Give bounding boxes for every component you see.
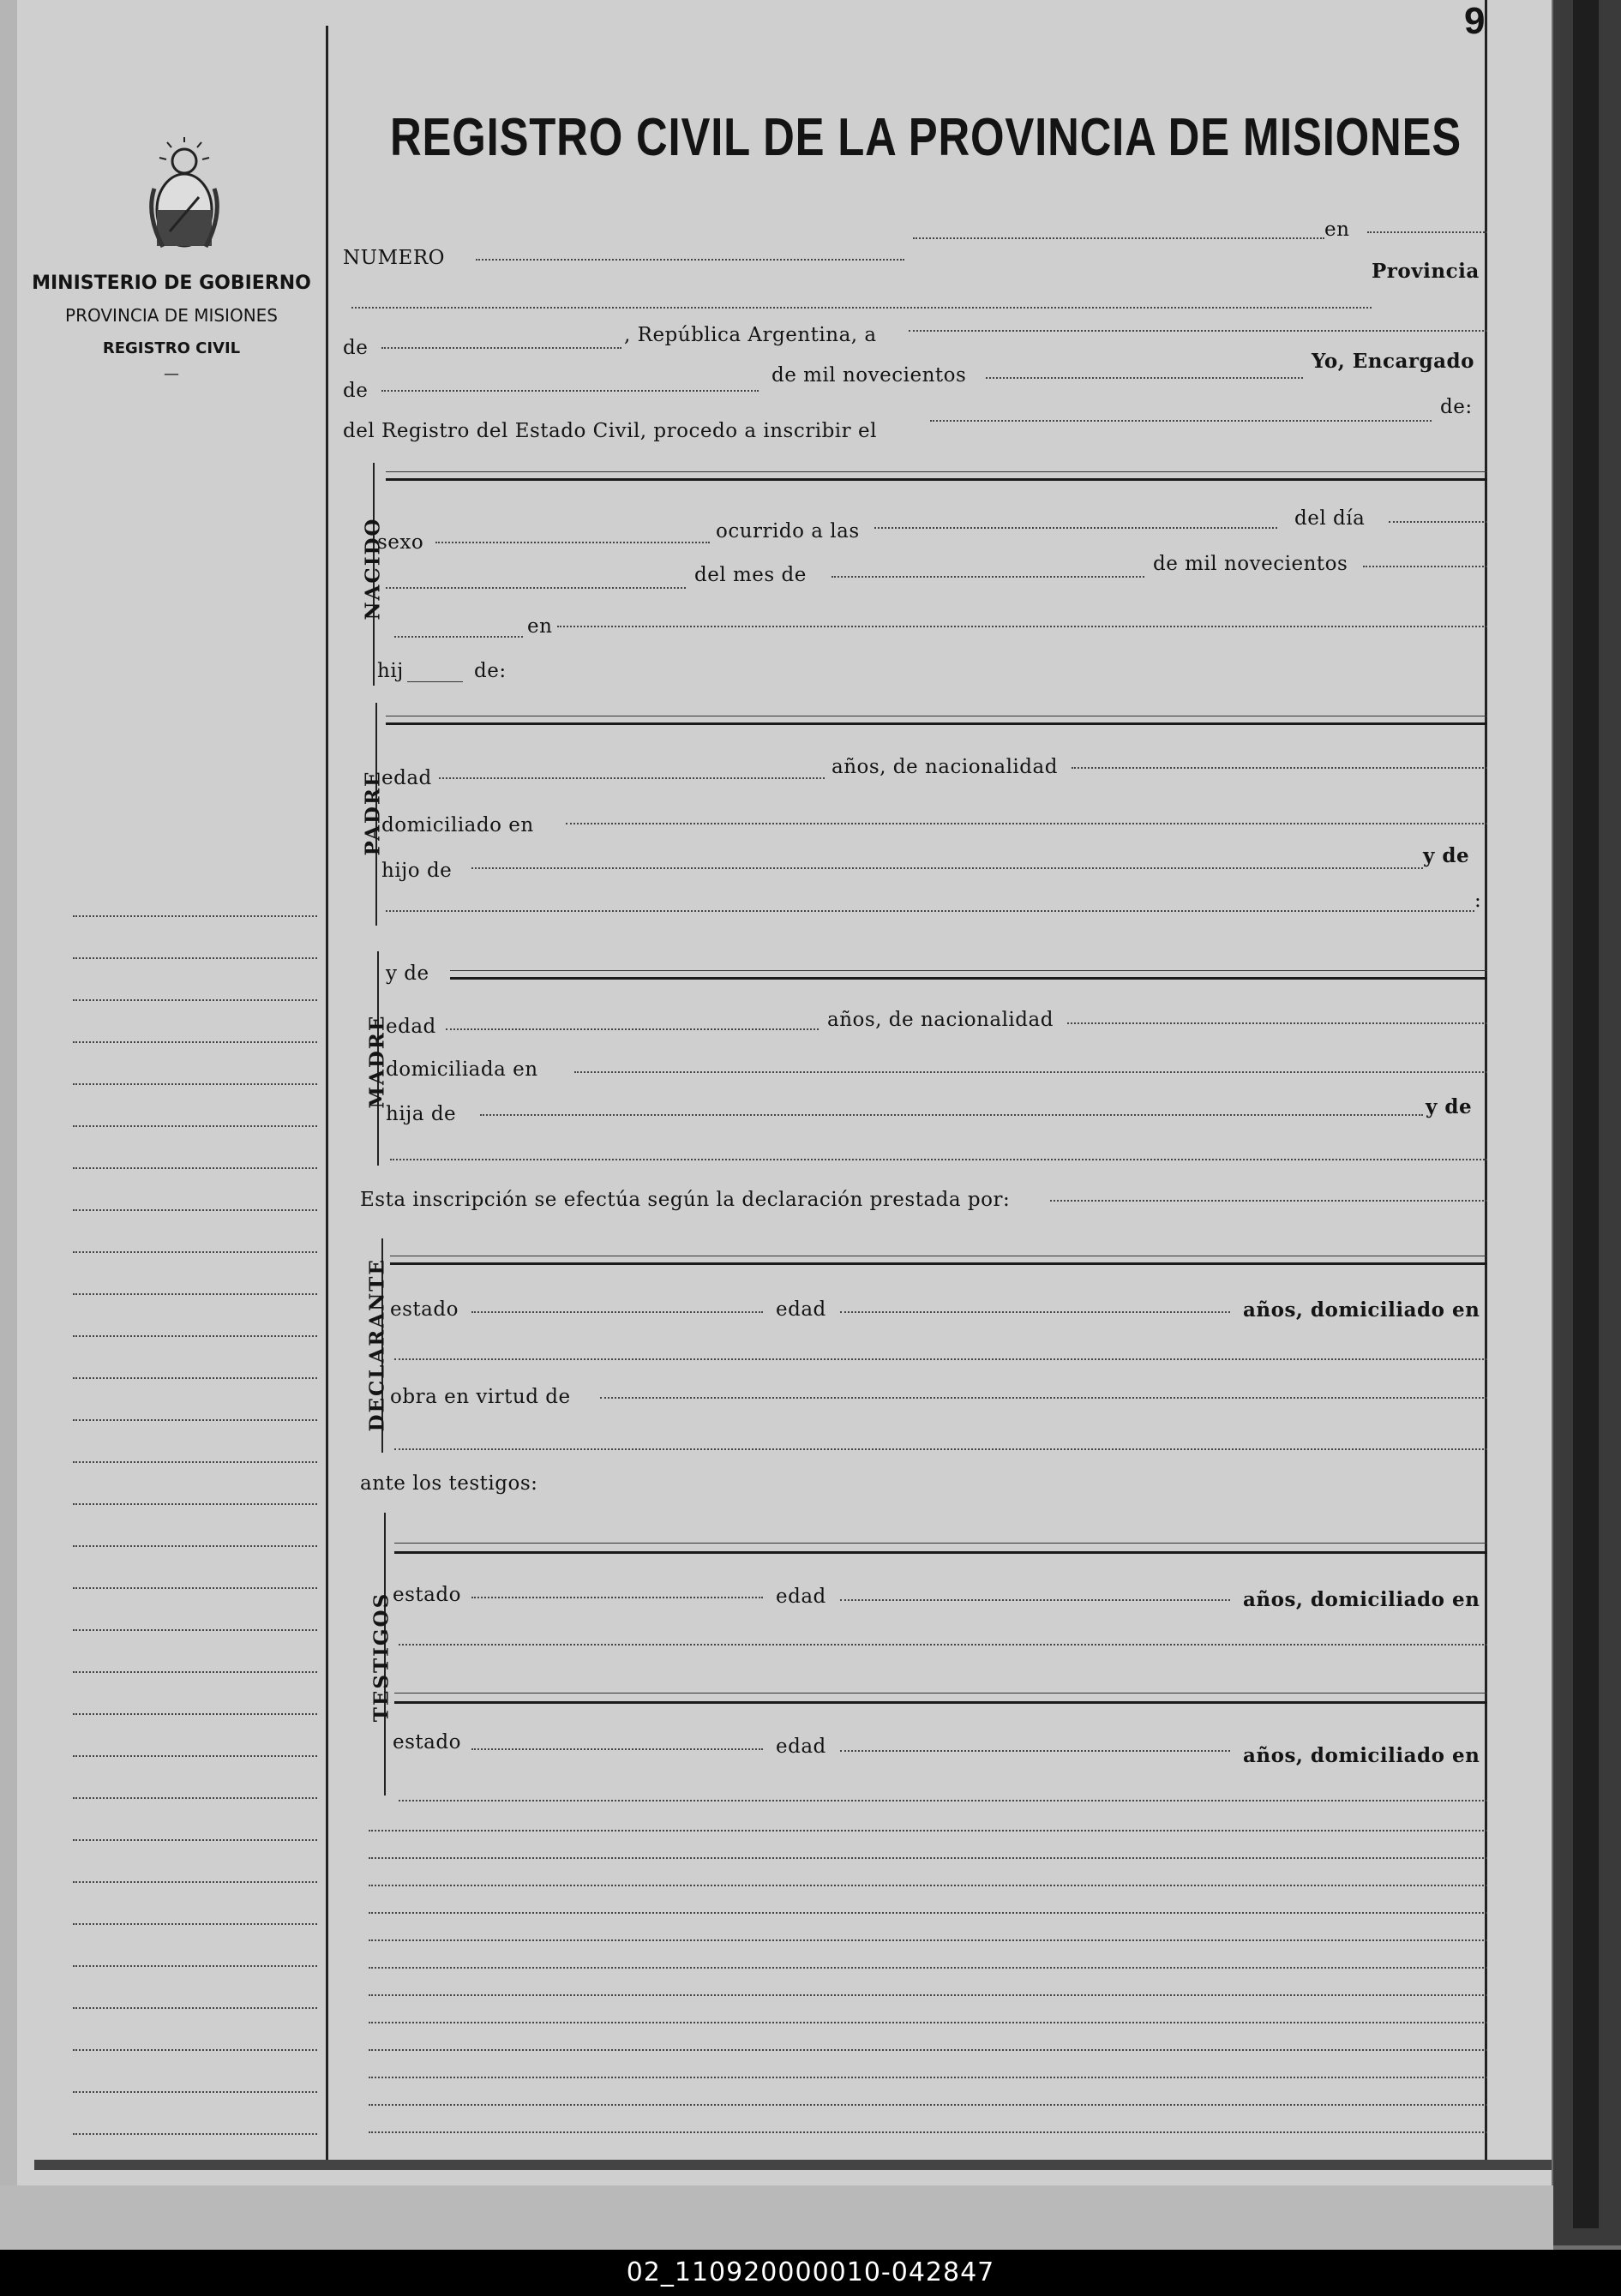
margin-note-line <box>73 1377 317 1379</box>
del-dia-label: del día <box>1294 507 1366 530</box>
madre-anos-label: años, de nacionalidad <box>827 1009 1054 1031</box>
margin-note-line <box>73 1881 317 1883</box>
nacido-en-label: en <box>527 615 553 638</box>
padre-abuela-line <box>386 910 1474 912</box>
declarante-obra-label: obra en virtud de <box>390 1386 571 1408</box>
margin-note-line <box>73 1209 317 1211</box>
provincia-line <box>351 307 1372 309</box>
del-registro-label: del Registro del Estado Civil, procedo a inscribir el <box>343 420 877 442</box>
madre-line-top <box>450 970 1487 971</box>
nacido-year-line <box>1363 566 1487 567</box>
madre-edad-line <box>446 1028 819 1030</box>
padre-hijo-de-line <box>471 867 1423 869</box>
margin-note-line <box>73 957 317 959</box>
testigo1-name-rule <box>394 1551 1487 1554</box>
ministry-province: PROVINCIA DE MISIONES <box>65 305 278 326</box>
testigos-intro-label: ante los testigos: <box>360 1472 538 1495</box>
hij-label: hij <box>377 660 404 682</box>
yo-encargado-label: Yo, Encargado <box>1312 350 1474 373</box>
margin-note-line <box>73 915 317 917</box>
note-line <box>369 1857 1487 1859</box>
margin-note-line <box>73 1965 317 1967</box>
padre-edad-label: edad <box>381 767 432 789</box>
madre-domicilio-line <box>574 1071 1487 1073</box>
padre-name-rule <box>386 722 1487 725</box>
testigo2-anos-label: años, domiciliado en <box>1243 1744 1480 1767</box>
margin-note-line <box>73 1755 317 1757</box>
margin-note-line <box>73 2007 317 2009</box>
margin-note-line <box>73 1293 317 1295</box>
declarante-extra-line <box>394 1448 1487 1450</box>
de-label-2: de <box>343 380 369 402</box>
testigo2-estado-label: estado <box>393 1731 461 1753</box>
del-mes-label: del mes de <box>694 564 807 586</box>
de-mil-label: de mil novecientos <box>771 364 967 387</box>
note-line <box>369 2104 1487 2106</box>
margin-note-line <box>73 1335 317 1337</box>
padre-domicilio-line <box>566 823 1487 824</box>
hij-line <box>407 681 463 682</box>
testigo2-line-top <box>394 1693 1487 1694</box>
register-page <box>17 0 1552 2185</box>
dia-line <box>1389 521 1487 523</box>
padre-label: PADRE <box>361 770 385 856</box>
margin-note-line <box>73 1041 317 1043</box>
madre-y-de-top-label: y de <box>386 962 429 985</box>
margin-note-line <box>73 1125 317 1127</box>
margin-note-line <box>73 1461 317 1463</box>
madre-domiciliada-label: domiciliada en <box>386 1058 538 1081</box>
nacido-line-4 <box>394 636 523 638</box>
declarante-edad-line <box>840 1311 1230 1313</box>
padre-colon: : <box>1474 890 1482 912</box>
margin-note-line <box>73 1251 317 1253</box>
testigo1-domicilio-line <box>399 1644 1487 1646</box>
margin-note-line <box>73 1545 317 1547</box>
testigos-label: TESTIGOS <box>369 1592 393 1723</box>
book-spine-inner <box>1573 0 1599 2228</box>
numero-line <box>476 259 904 261</box>
note-line <box>369 1830 1487 1831</box>
coat-of-arms-icon <box>146 137 223 257</box>
sexo-line <box>435 542 710 543</box>
margin-note-line <box>73 1839 317 1841</box>
testigo1-line-top <box>394 1543 1487 1544</box>
sexo-label: sexo <box>377 531 424 554</box>
testigo2-edad-line <box>840 1750 1230 1752</box>
margin-note-line <box>73 1083 317 1085</box>
ocurrido-label: ocurrido a las <box>716 520 860 543</box>
margin-note-line <box>73 1167 317 1169</box>
declarante-name-line <box>1050 1200 1487 1202</box>
margin-note-line <box>73 1587 317 1589</box>
de-colon-label: de: <box>1440 396 1473 418</box>
padre-nacionalidad-line <box>1072 767 1487 769</box>
left-column-divider <box>326 26 328 2168</box>
de-line-2 <box>381 390 759 392</box>
nacido-line-3 <box>386 587 686 589</box>
testigo2-name-rule <box>394 1701 1487 1704</box>
note-line <box>369 1912 1487 1914</box>
testigo1-estado-line <box>471 1597 763 1598</box>
padre-hijo-de-label: hijo de <box>381 860 453 882</box>
note-line <box>369 2077 1487 2078</box>
testigo2-edad-label: edad <box>776 1735 826 1758</box>
madre-hija-de-label: hija de <box>386 1103 457 1125</box>
nacido-line-top <box>386 471 1487 472</box>
margin-note-line <box>73 2133 317 2135</box>
declarante-obra-line <box>600 1397 1487 1399</box>
en-line <box>1367 231 1487 233</box>
testigo2-domicilio-line <box>399 1800 1487 1801</box>
testigo1-estado-label: estado <box>393 1584 461 1606</box>
lugar-line <box>557 626 1487 627</box>
ministry-name: MINISTERIO DE GOBIERNO <box>32 273 311 294</box>
hij-de-label: de: <box>474 660 507 682</box>
padre-domiciliado-label: domiciliado en <box>381 814 534 836</box>
declaracion-label: Esta inscripción se efectúa según la declaración prestada por: <box>360 1189 1011 1211</box>
right-margin-rule <box>1485 0 1487 2160</box>
note-line <box>369 2022 1487 2023</box>
declarante-label: DECLARANTE <box>365 1258 389 1432</box>
declarante-edad-label: edad <box>776 1298 826 1321</box>
margin-note-line <box>73 2049 317 2051</box>
margin-note-line <box>73 1419 317 1421</box>
year-line <box>986 377 1303 379</box>
de-line-1 <box>381 347 621 349</box>
madre-abuela-line <box>390 1159 1487 1160</box>
margin-note-line <box>73 1923 317 1925</box>
padre-edad-line <box>439 777 825 779</box>
padre-y-de-label: y de <box>1423 844 1470 867</box>
nacido-name-rule <box>386 478 1487 481</box>
madre-name-rule <box>450 977 1487 980</box>
testigo1-anos-label: años, domiciliado en <box>1243 1588 1480 1611</box>
margin-note-line <box>73 1671 317 1673</box>
margin-note-line <box>73 1797 317 1799</box>
margin-note-line <box>73 999 317 1001</box>
hora-line <box>874 527 1277 529</box>
en-label: en <box>1324 219 1350 241</box>
madre-label: MADRE <box>365 1014 389 1109</box>
declarante-domicilio-line <box>394 1358 1487 1360</box>
note-line <box>369 2131 1487 2133</box>
testigo2-estado-line <box>471 1748 763 1750</box>
madre-hija-de-line <box>480 1114 1423 1116</box>
margin-note-line <box>73 1503 317 1505</box>
madre-y-de-label: y de <box>1426 1095 1473 1118</box>
provincia-label: Provincia <box>1372 260 1480 283</box>
nacido-label: NACIDO <box>361 517 385 620</box>
scan-id-footer: 02_110920000010-042847 <box>0 2250 1621 2296</box>
testigo1-edad-label: edad <box>776 1586 826 1608</box>
note-line <box>369 2049 1487 2051</box>
ministry-dash: — <box>164 365 179 383</box>
margin-note-line <box>73 1713 317 1715</box>
note-line <box>369 1885 1487 1886</box>
scan-bottom-margin <box>0 2185 1553 2250</box>
de-label-1: de <box>343 337 369 359</box>
declarante-name-rule <box>390 1262 1487 1265</box>
inscribir-line <box>930 420 1432 422</box>
note-line <box>369 1939 1487 1941</box>
declarante-anos-label: años, domiciliado en <box>1243 1298 1480 1322</box>
ministry-office: REGISTRO CIVIL <box>102 339 241 357</box>
republica-label: , República Argentina, a <box>624 324 877 346</box>
margin-note-line <box>73 1629 317 1631</box>
nacido-de-mil-label: de mil novecientos <box>1153 553 1348 575</box>
testigo1-edad-line <box>840 1599 1230 1601</box>
numero-line-2 <box>913 237 1324 239</box>
madre-nacionalidad-line <box>1067 1022 1487 1024</box>
numero-label: NUMERO <box>343 247 446 269</box>
note-line <box>369 1967 1487 1969</box>
margin-note-line <box>73 2091 317 2093</box>
declarante-estado-label: estado <box>390 1298 459 1321</box>
mes-line <box>832 576 1144 578</box>
declarante-estado-line <box>471 1311 763 1313</box>
page-bottom-edge <box>34 2160 1552 2170</box>
page-number: 9 <box>1464 0 1486 42</box>
page-title: REGISTRO CIVIL DE LA PROVINCIA DE MISIONES <box>390 108 1462 167</box>
fecha-line <box>909 330 1487 332</box>
padre-anos-label: años, de nacionalidad <box>832 756 1058 778</box>
madre-edad-label: edad <box>386 1016 436 1038</box>
note-line <box>369 1994 1487 1996</box>
